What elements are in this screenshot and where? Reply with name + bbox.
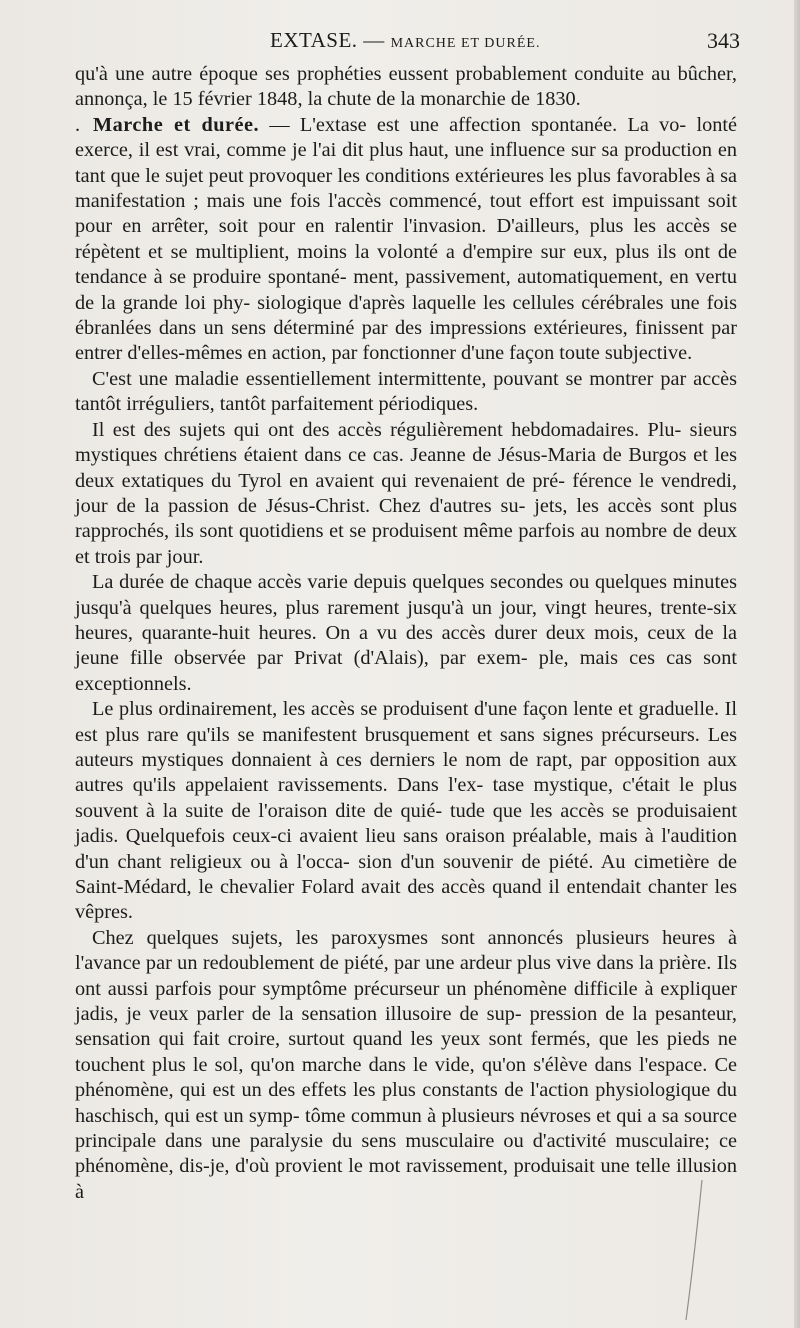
paragraph-7 xyxy=(75,926,737,1205)
text-line: Folard avait des accès quand il entendait chanter les vêpres. xyxy=(75,876,737,924)
text-line: sion d'un souvenir de piété. Au cimetière de Saint-Médard, le chevalier xyxy=(75,850,737,898)
paragraph-6 xyxy=(75,697,737,926)
text-line: ment, passivement, automatiquement, en vertu de la grande loi phy- xyxy=(75,266,738,314)
text-line: paralysie du sens musculaire ou d'activité musculaire; ce phénomène, xyxy=(75,1130,738,1178)
text-line: même parfois au nombre de deux et trois par jour. xyxy=(75,520,737,568)
text-line: ple, mais ces cas sont exceptionnels. xyxy=(75,647,737,695)
paper-crease-mark xyxy=(672,1180,712,1320)
text-line: effort est impuissant soit pour en arrêter, soit pour en ralentir l'invasion. xyxy=(75,190,737,238)
running-title-sub: MARCHE ET DURÉE. xyxy=(390,36,541,51)
text-line: D'ailleurs, plus les accès se répètent et se multiplient, moins la volonté xyxy=(75,215,738,263)
text-line: pression de la pesanteur, sensation qui fait croire, surtout quand les yeux xyxy=(75,1003,737,1051)
body-text xyxy=(75,62,737,1205)
text-line-italic-terms: rapt, par opposition aux autres qu'ils appelaient ravissements. Dans l'ex- xyxy=(75,748,737,797)
text-line: sieurs mystiques chrétiens étaient dans ce cas. Jeanne de Jésus-Maria de xyxy=(75,418,737,467)
text-line: férence le vendredi, jour de la passion de Jésus-Christ. Chez d'autres su- xyxy=(75,469,737,517)
text-line: heures, trente-six heures, quarante-huit heures. On a vu des accès durer xyxy=(75,596,737,644)
text-line: graduelle. Il est plus rare qu'ils se manifestent brusquement et sans signes xyxy=(75,698,737,746)
text-line: par accès tantôt irréguliers, tantôt parfaitement périodiques. xyxy=(75,367,737,416)
text-line: précurseurs. Les auteurs mystiques donnaient à ces derniers le nom de xyxy=(75,723,738,771)
text-line: deux mois, ceux de la jeune fille observée par Privat (d'Alais), par exem- xyxy=(75,621,737,670)
running-title xyxy=(270,28,540,53)
text-line: difficile à expliquer jadis, je veux parler de la sensation illusoire de sup- xyxy=(75,977,737,1026)
text-line: bûcher, annonça, le 15 février 1848, la chute de la monarchie de 1830. xyxy=(75,63,737,111)
section-heading: Marche et durée. xyxy=(93,113,260,136)
paragraph-2 xyxy=(75,113,737,367)
paragraph-4 xyxy=(75,418,737,570)
text-line: jets, les accès sont plus rapprochés, ils sont quotidiens et se produisent xyxy=(75,494,737,543)
paragraph-5 xyxy=(75,570,737,697)
text-line: tude que les accès se produisaient jadis. Quelquefois ceux-ci avaient lieu xyxy=(75,799,737,848)
text-line: d'elles-mêmes en action, par fonctionner d'une façon toute subjective. xyxy=(127,342,693,365)
text-line: dis-je, d'où provient le mot ravissement, produisait une telle illusion à xyxy=(75,1155,737,1203)
text-line: Le plus ordinairement, les accès se produisent d'une façon lente et xyxy=(92,698,633,721)
text-line: l'avance par un redoublement de piété, par une ardeur plus vive dans la xyxy=(75,952,654,975)
text-line: sont fermés, que les pieds ne touchent plus le sol, qu'on marche dans le xyxy=(75,1028,737,1076)
paragraph-3 xyxy=(75,367,737,418)
text-line: vide, qu'on s'élève dans l'espace. Ce phénomène, qui est un des effets les xyxy=(75,1053,737,1102)
text-line: prière. Ils ont aussi parfois pour symptôme précurseur un phénomène xyxy=(75,952,737,1000)
text-line: sans oraison préalable, mais à l'audition d'un chant religieux ou à l'occa- xyxy=(75,825,737,873)
running-header xyxy=(75,28,740,58)
text-line: minutes jusqu'à quelques heures, plus rarement jusqu'à un jour, vingt xyxy=(75,571,737,619)
text-line: production en tant que le sujet peut provoquer les conditions extérieures xyxy=(75,139,737,187)
paragraph-1 xyxy=(75,62,737,113)
text-line: Il est des sujets qui ont des accès régulièrement hebdomadaires. Plu- xyxy=(92,418,682,441)
text-line: siologique d'après laquelle les cellules cérébrales une fois ébranlées dans xyxy=(75,291,738,340)
text-line: tôme commun à plusieurs névroses et qui a sa source principale dans une xyxy=(75,1104,737,1153)
stray-mark: . xyxy=(75,113,81,136)
page-number: 343 xyxy=(707,28,740,53)
text-line: plus constants de l'action physiologique du haschisch, qui est un symp- xyxy=(75,1079,737,1127)
text-line: — L'extase est une affection spontanée. La vo- xyxy=(269,113,687,136)
text-line: a d'empire sur eux, plus ils ont de tendance à se produire spontané- xyxy=(75,240,737,289)
text-line: tase mystique, c'était le plus souvent à la suite de l'oraison dite de quié- xyxy=(75,774,737,822)
text-line: C'est une maladie essentiellement intermittente, pouvant se montrer xyxy=(92,367,654,390)
text-line: qu'à une autre époque ses prophéties eussent probablement conduite au xyxy=(75,63,671,85)
page-edge xyxy=(794,0,800,1328)
text-line: un sens déterminé par des impressions extérieures, finissent par entrer xyxy=(75,317,737,365)
text-line: Chez quelques sujets, les paroxysmes sont annoncés plusieurs heures à xyxy=(92,926,737,949)
text-line: La durée de chaque accès varie depuis quelques secondes ou quelques xyxy=(92,571,668,594)
text-line: lonté exerce, il est vrai, comme je l'ai dit plus haut, une influence sur sa xyxy=(75,113,737,162)
text-line: Burgos et les deux extatiques du Tyrol en avaient qui revenaient de pré- xyxy=(75,444,737,492)
text-line: les plus favorables à sa manifestation ; mais une fois l'accès commencé, tout xyxy=(75,164,737,213)
running-title-main: EXTASE. — xyxy=(270,28,385,52)
